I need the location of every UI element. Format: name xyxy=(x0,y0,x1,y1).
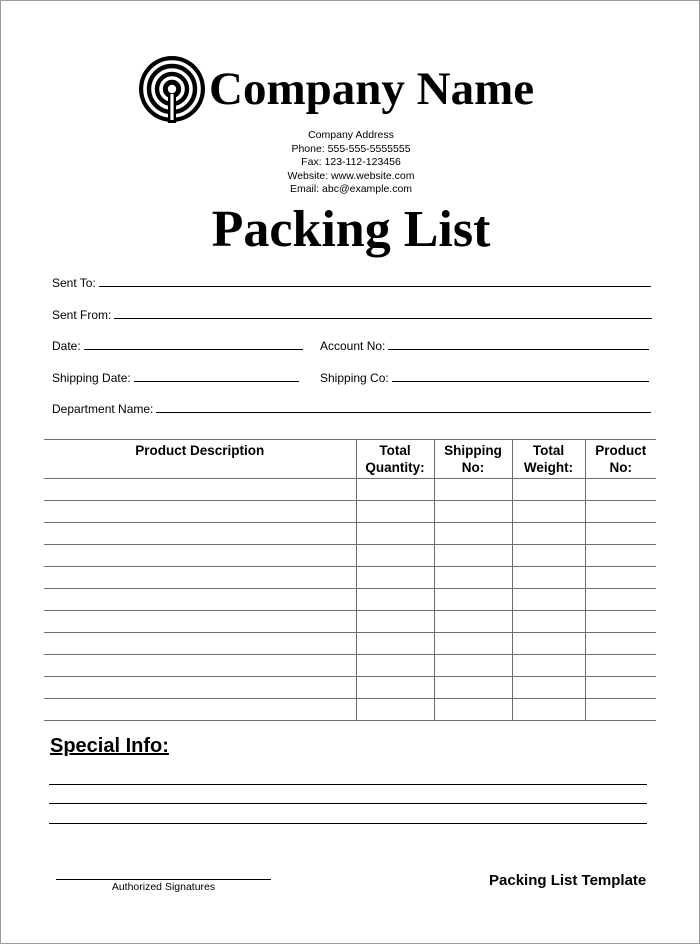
cell-total-quantity[interactable] xyxy=(356,545,434,567)
cell-product-description[interactable] xyxy=(44,567,356,589)
cell-total-quantity[interactable] xyxy=(356,523,434,545)
department-name-field[interactable] xyxy=(52,400,651,416)
sent-to-field[interactable] xyxy=(52,274,651,290)
table-row xyxy=(44,677,656,699)
shipping-co-field[interactable] xyxy=(320,369,649,385)
cell-total-weight[interactable] xyxy=(512,677,585,699)
items-table-header xyxy=(44,440,656,479)
cell-total-quantity[interactable] xyxy=(356,589,434,611)
date-label: Date: xyxy=(52,339,81,353)
col-product-no: Product No: xyxy=(585,440,656,479)
cell-total-weight[interactable] xyxy=(512,479,585,501)
cell-shipping-no[interactable] xyxy=(434,611,512,633)
account-no-field[interactable] xyxy=(320,337,649,353)
cell-total-weight[interactable] xyxy=(512,501,585,523)
items-table xyxy=(44,439,656,721)
sent-from-field[interactable] xyxy=(52,306,652,322)
cell-total-weight[interactable] xyxy=(512,589,585,611)
company-website: Website: www.website.com xyxy=(287,169,415,182)
cell-shipping-no[interactable] xyxy=(434,501,512,523)
col-total-quantity: Total Quantity: xyxy=(356,440,434,479)
cell-shipping-no[interactable] xyxy=(434,479,512,501)
cell-total-weight[interactable] xyxy=(512,611,585,633)
cell-total-quantity[interactable] xyxy=(356,633,434,655)
table-row xyxy=(44,611,656,633)
date-field[interactable] xyxy=(52,337,303,353)
cell-total-quantity[interactable] xyxy=(356,611,434,633)
cell-total-quantity[interactable] xyxy=(356,501,434,523)
cell-total-quantity[interactable] xyxy=(356,479,434,501)
shipping-date-field[interactable] xyxy=(52,369,299,385)
sent-to-label: Sent To: xyxy=(52,276,96,290)
department-name-label: Department Name: xyxy=(52,402,154,416)
cell-product-no[interactable] xyxy=(585,699,656,721)
shipping-co-label: Shipping Co: xyxy=(320,371,389,385)
cell-product-no[interactable] xyxy=(585,611,656,633)
cell-product-no[interactable] xyxy=(585,567,656,589)
cell-product-no[interactable] xyxy=(585,633,656,655)
cell-shipping-no[interactable] xyxy=(434,655,512,677)
cell-total-weight[interactable] xyxy=(512,567,585,589)
sent-from-line[interactable] xyxy=(114,318,652,319)
table-row xyxy=(44,699,656,721)
cell-product-no[interactable] xyxy=(585,655,656,677)
account-no-label: Account No: xyxy=(320,339,386,353)
table-row xyxy=(44,479,656,501)
cell-product-description[interactable] xyxy=(44,523,356,545)
table-row xyxy=(44,655,656,677)
table-row xyxy=(44,633,656,655)
cell-product-no[interactable] xyxy=(585,545,656,567)
cell-total-quantity[interactable] xyxy=(356,655,434,677)
cell-product-no[interactable] xyxy=(585,589,656,611)
cell-total-quantity[interactable] xyxy=(356,677,434,699)
signature-label: Authorized Signatures xyxy=(111,881,216,893)
company-email: Email: abc@example.com xyxy=(289,183,413,196)
page-title: Packing List xyxy=(211,201,491,258)
cell-shipping-no[interactable] xyxy=(434,523,512,545)
signature-line[interactable] xyxy=(56,879,271,880)
table-row xyxy=(44,523,656,545)
cell-product-no[interactable] xyxy=(585,501,656,523)
cell-total-weight[interactable] xyxy=(512,655,585,677)
template-name: Packing List Template xyxy=(489,872,647,889)
table-row xyxy=(44,589,656,611)
cell-product-no[interactable] xyxy=(585,479,656,501)
cell-shipping-no[interactable] xyxy=(434,633,512,655)
cell-product-description[interactable] xyxy=(44,655,356,677)
company-address: Company Address xyxy=(308,129,394,141)
cell-product-description[interactable] xyxy=(44,479,356,501)
col-shipping-no: Shipping No: xyxy=(434,440,512,479)
cell-total-quantity[interactable] xyxy=(356,567,434,589)
col-total-weight: Total Weight: xyxy=(512,440,585,479)
cell-product-no[interactable] xyxy=(585,677,656,699)
date-line[interactable] xyxy=(84,349,303,350)
cell-total-quantity[interactable] xyxy=(356,699,434,721)
company-phone: Phone: 555-555-5555555 xyxy=(291,142,411,155)
cell-shipping-no[interactable] xyxy=(434,677,512,699)
sent-to-line[interactable] xyxy=(99,286,651,287)
special-info-line[interactable] xyxy=(49,823,647,824)
cell-product-description[interactable] xyxy=(44,677,356,699)
cell-product-description[interactable] xyxy=(44,611,356,633)
cell-total-weight[interactable] xyxy=(512,633,585,655)
table-row xyxy=(44,545,656,567)
cell-shipping-no[interactable] xyxy=(434,589,512,611)
cell-shipping-no[interactable] xyxy=(434,699,512,721)
cell-product-description[interactable] xyxy=(44,589,356,611)
sent-from-label: Sent From: xyxy=(52,308,112,322)
cell-total-weight[interactable] xyxy=(512,545,585,567)
company-contact-info xyxy=(1,129,700,197)
department-name-line[interactable] xyxy=(156,412,651,413)
shipping-date-label: Shipping Date: xyxy=(52,371,131,385)
shipping-date-line[interactable] xyxy=(134,381,299,382)
special-info-heading: Special Info: xyxy=(50,735,169,757)
account-no-line[interactable] xyxy=(388,349,649,350)
shipping-co-line[interactable] xyxy=(392,381,649,382)
cell-product-description[interactable] xyxy=(44,545,356,567)
cell-total-weight[interactable] xyxy=(512,523,585,545)
company-name: Company Name xyxy=(209,63,535,115)
col-product-description: Product Description xyxy=(44,440,356,479)
cell-total-weight[interactable] xyxy=(512,699,585,721)
cell-shipping-no[interactable] xyxy=(434,545,512,567)
special-info-line[interactable] xyxy=(49,784,647,785)
table-row xyxy=(44,501,656,523)
cell-shipping-no[interactable] xyxy=(434,567,512,589)
cell-product-no[interactable] xyxy=(585,523,656,545)
special-info-line[interactable] xyxy=(49,803,647,804)
cell-product-description[interactable] xyxy=(44,501,356,523)
cell-product-description[interactable] xyxy=(44,633,356,655)
items-table-body xyxy=(44,479,656,721)
company-logo-icon xyxy=(137,54,207,124)
cell-product-description[interactable] xyxy=(44,699,356,721)
table-row xyxy=(44,567,656,589)
company-fax: Fax: 123-112-123456 xyxy=(301,156,401,169)
